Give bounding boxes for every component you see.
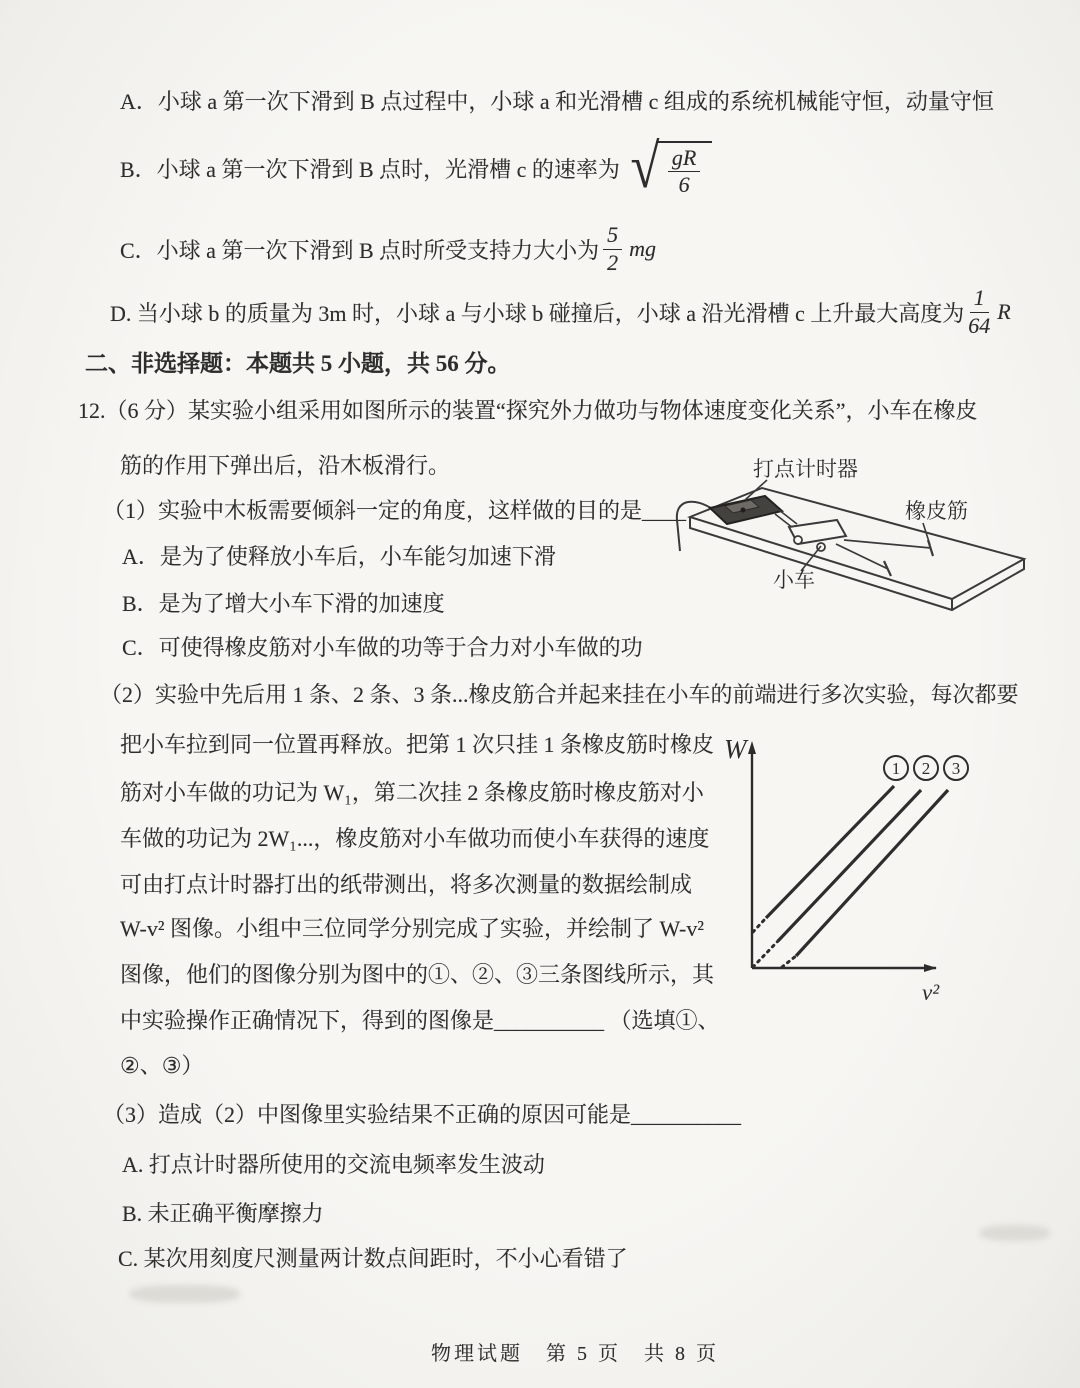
section-heading: 二、非选择题：本题共 5 小题，共 56 分。 bbox=[85, 351, 511, 376]
curve-1 bbox=[766, 786, 894, 918]
timer-spindle bbox=[741, 508, 746, 513]
curve-3-dotted bbox=[782, 956, 796, 967]
q11-option-c bbox=[120, 215, 656, 283]
part1-option-b: B．是为了增大小车下滑的加速度 bbox=[122, 591, 445, 616]
part3-stem: （3）造成（2）中图像里实验结果不正确的原因可能是__________ bbox=[103, 1102, 742, 1127]
q11-option-d-text: D. 当小球 b 的质量为 3m 时，小球 a 与小球 b 碰撞后，小球 a 沿光滑槽 c 上升最大高度为 bbox=[110, 300, 965, 326]
part1-option-a: A．是为了使释放小车后，小车能匀加速下滑 bbox=[122, 544, 556, 569]
rubber-band-label: 橡皮筋 bbox=[905, 499, 968, 523]
fraction-c-numerator: 5 bbox=[603, 223, 622, 249]
page-footer: 物理试题 第 5 页 共 8 页 bbox=[431, 1343, 719, 1365]
sqrt-denominator: 6 bbox=[678, 172, 690, 198]
part3-option-a: A. 打点计时器所使用的交流电频率发生波动 bbox=[122, 1152, 545, 1177]
q11-option-d-suffix: R bbox=[997, 299, 1011, 324]
curve-2-label: 2 bbox=[921, 759, 931, 778]
q11-option-a: A．小球 a 第一次下滑到 B 点过程中，小球 a 和光滑槽 c 组成的系统机械能守恒，动量守恒 bbox=[120, 89, 994, 114]
timer-label: 打点计时器 bbox=[753, 457, 858, 481]
part2-line3: 筋对小车做的功记为 W₁，第二次挂 2 条橡皮筋时橡皮筋对小 bbox=[120, 780, 704, 805]
curve-1-dotted bbox=[753, 918, 766, 932]
x-axis-label: v² bbox=[922, 980, 940, 1005]
curve-3-label: 3 bbox=[951, 759, 961, 778]
part2-line6: W-v² 图像。小组中三位同学分别完成了实验，并绘制了 W-v² bbox=[120, 916, 704, 941]
fraction-c bbox=[603, 223, 622, 274]
part2-line7: 图像，他们的图像分别为图中的①、②、③三条图线所示，其 bbox=[120, 962, 715, 987]
scan-smudge bbox=[130, 1285, 240, 1303]
q11-option-d bbox=[110, 278, 1011, 346]
y-axis-arrow-icon bbox=[748, 741, 756, 754]
scan-smudge bbox=[980, 1225, 1050, 1241]
cart-wheel-rear bbox=[794, 536, 802, 544]
part2-line2: 把小车拉到同一位置再释放。把第 1 次只挂 1 条橡皮筋时橡皮 bbox=[120, 732, 715, 757]
part2-line9: ②、③） bbox=[120, 1053, 204, 1078]
fraction-d-denominator: 64 bbox=[968, 312, 991, 338]
curve-2-dotted bbox=[753, 941, 778, 967]
cart-label: 小车 bbox=[773, 568, 815, 592]
part1-stem: （1）实验中木板需要倾斜一定的角度，这样做的目的是____ bbox=[103, 498, 687, 523]
part1-option-c: C．可使得橡皮筋对小车做的功等于合力对小车做的功 bbox=[122, 635, 643, 660]
q12-stem-line2: 筋的作用下弹出后，沿木板滑行。 bbox=[120, 453, 451, 478]
part2-line1: （2）实验中先后用 1 条、2 条、3 条...橡皮筋合并起来挂在小车的前端进行多次实验，每次都要 bbox=[100, 682, 1019, 707]
wv2-chart bbox=[718, 726, 1018, 1016]
part2-line4: 车做的功记为 2W₁...，橡皮筋对小车做功而使小车获得的速度 bbox=[120, 826, 710, 851]
apparatus-diagram bbox=[655, 448, 1050, 620]
curve-3 bbox=[796, 790, 948, 956]
q11-option-c-suffix: mg bbox=[629, 236, 657, 261]
part3-option-c: C. 某次用刻度尺测量两计数点间距时，不小心看错了 bbox=[118, 1246, 628, 1271]
radical-sign-icon: √ bbox=[630, 133, 660, 201]
fraction-d-numerator: 1 bbox=[970, 286, 989, 312]
q11-option-b bbox=[120, 128, 712, 208]
sqrt-formula bbox=[628, 133, 712, 201]
sqrt-numerator: gR bbox=[668, 146, 700, 172]
q11-option-b-text: B．小球 a 第一次下滑到 B 点时，光滑槽 c 的速率为 bbox=[120, 156, 620, 182]
fraction-c-denominator: 2 bbox=[607, 249, 619, 275]
fraction-d bbox=[968, 286, 990, 337]
curve-1-label: 1 bbox=[891, 759, 901, 778]
part3-option-b: B. 未正确平衡摩擦力 bbox=[122, 1201, 324, 1226]
curve-2 bbox=[778, 790, 921, 941]
y-axis-label: W bbox=[724, 734, 747, 764]
part2-line8: 中实验操作正确情况下，得到的图像是__________ （选填①、 bbox=[120, 1008, 720, 1033]
part2-line5: 可由打点计时器打出的纸带测出，将多次测量的数据绘制成 bbox=[120, 872, 693, 897]
x-axis-arrow-icon bbox=[924, 964, 937, 972]
q11-option-c-text: C．小球 a 第一次下滑到 B 点时所受支持力大小为 bbox=[120, 237, 600, 263]
q12-stem-line1: 12.（6 分）某实验小组采用如图所示的装置“探究外力做功与物体速度变化关系”，小车在橡皮 bbox=[78, 398, 978, 423]
